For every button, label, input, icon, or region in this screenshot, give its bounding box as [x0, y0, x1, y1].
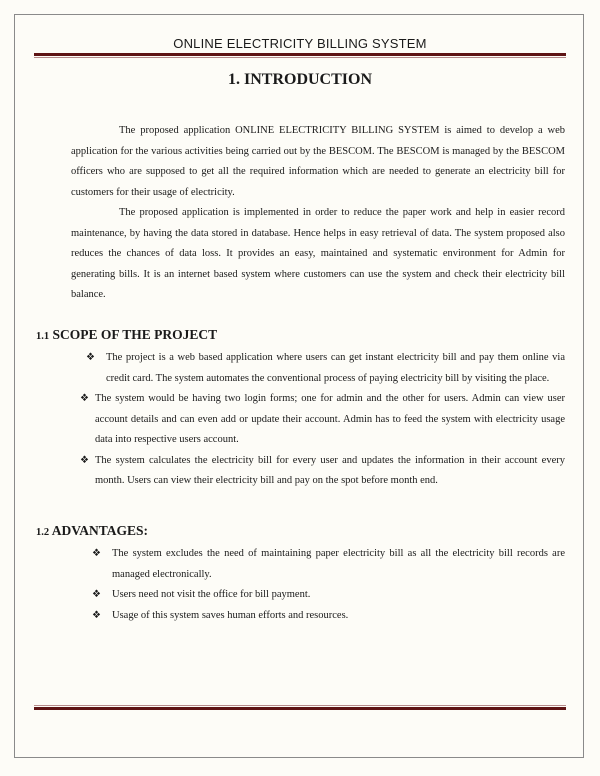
diamond-bullet-icon: ❖ — [92, 589, 101, 600]
section-title: SCOPE OF THE PROJECT — [52, 327, 218, 342]
scope-bullet-list — [80, 348, 565, 492]
list-item — [80, 389, 565, 451]
section-heading-advantages — [36, 523, 148, 539]
intro-paragraph-2: The proposed application is implemented in order to reduce the paper work and help in easier record maintenance, by having the data stored in database. Hence helps in easy retrieval of data. The system proposed also reduces the chances of data loss. It provides an easy, maintained and systematic environment for Admin for generating bills. It is an internet based system where customers can use the system and check their electricity bill balance. — [71, 207, 565, 300]
list-item — [92, 585, 565, 606]
list-item-text: The project is a web based application where users can get instant electricity bill and pay them online via credit card. The system automates the conventional process of paying electricity bill by visiting the place. — [106, 352, 565, 384]
diamond-bullet-icon: ❖ — [86, 352, 95, 363]
section-number: 1.1 — [36, 331, 50, 342]
section-title: ADVANTAGES: — [51, 523, 149, 538]
footer-rule-thin — [34, 705, 566, 706]
list-item-text: Usage of this system saves human efforts and resources. — [112, 609, 349, 621]
list-item — [86, 348, 565, 389]
intro-paragraph-1: The proposed application ONLINE ELECTRICITY BILLING SYSTEM is aimed to develop a web application for the various activities being carried out by the BESCOM. The BESCOM is managed by the BESCOM officers who are supposed to get all the required information which are needed to generate an electricity bill for customers for their usage of electricity. — [71, 125, 565, 198]
running-head: ONLINE ELECTRICITY BILLING SYSTEM — [173, 36, 427, 51]
diamond-bullet-icon: ❖ — [92, 609, 101, 621]
list-item — [92, 606, 565, 627]
header-rule-thin — [34, 57, 566, 58]
section-number: 1.2 — [36, 527, 50, 538]
header-rule — [34, 53, 566, 56]
diamond-bullet-icon: ❖ — [92, 548, 101, 559]
list-item — [80, 451, 565, 492]
section-heading-scope — [36, 327, 217, 343]
list-item-text: The system would be having two login forms; one for admin and the other for users. Admin can view user account details and can even add or update their account. Admin has to feed the system with electricity usage data into respective users account. — [95, 393, 565, 445]
advantages-bullet-list — [92, 544, 565, 626]
list-item-text: The system calculates the electricity bill for every user and updates the information in their account every month. Users can view their electricity bill and pay on the spot before month end. — [95, 454, 565, 486]
list-item-text: Users need not visit the office for bill payment. — [112, 589, 311, 600]
diamond-bullet-icon: ❖ — [80, 393, 89, 404]
diamond-bullet-icon: ❖ — [80, 454, 89, 466]
list-item-text: The system excludes the need of maintaining paper electricity bill as all the electricity bill records are managed electronically. — [112, 548, 565, 580]
list-item — [92, 544, 565, 585]
chapter-title: 1. INTRODUCTION — [227, 71, 372, 88]
footer-rule — [34, 707, 566, 710]
